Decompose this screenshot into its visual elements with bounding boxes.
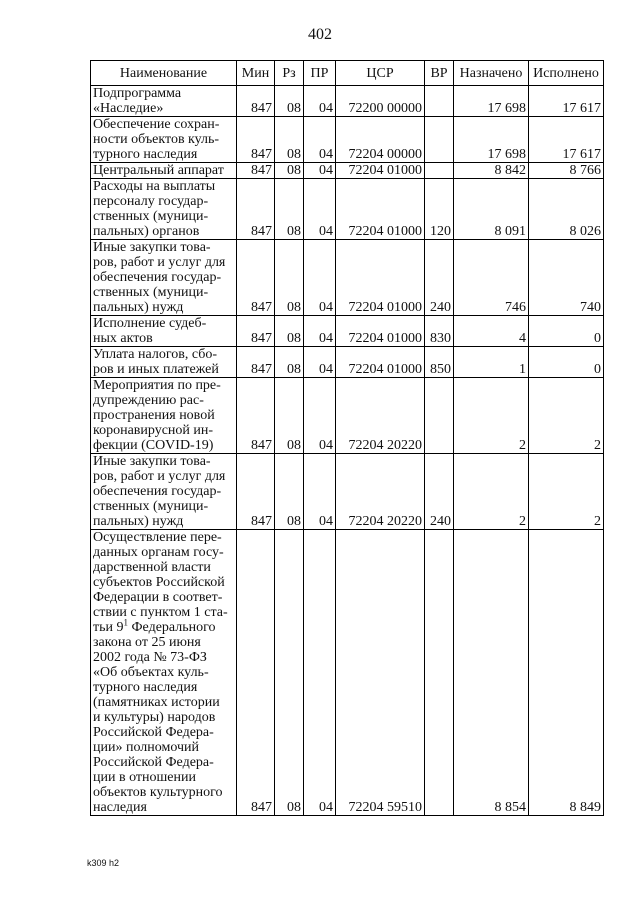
table-header-row <box>91 61 604 86</box>
row-csr: 72204 20220 <box>336 454 425 530</box>
row-min: 847 <box>237 163 275 179</box>
row-name-line: коронавирусной ин- <box>93 423 214 438</box>
row-name-line: ных актов <box>93 331 153 346</box>
row-rz: 08 <box>275 530 304 816</box>
page-number: 402 <box>308 26 332 43</box>
table-row <box>91 530 604 816</box>
row-min: 847 <box>237 86 275 117</box>
row-name-line: турного наследия <box>93 147 198 162</box>
row-vr: 850 <box>425 347 454 378</box>
row-name-line: Осуществление пере- <box>93 530 222 545</box>
row-vr <box>425 86 454 117</box>
row-name <box>91 117 237 163</box>
row-name-line: данных органам госу- <box>93 545 224 560</box>
table-row <box>91 347 604 378</box>
row-name-line: ственных (муници- <box>93 285 209 300</box>
row-vr <box>425 530 454 816</box>
row-name-line: Иные закупки това- <box>93 240 211 255</box>
row-name <box>91 179 237 240</box>
row-name-line: обеспечения государ- <box>93 484 222 499</box>
row-name-line: наследия <box>93 800 147 815</box>
row-vr: 120 <box>425 179 454 240</box>
row-vr: 830 <box>425 316 454 347</box>
row-name-line: фекции (COVID-19) <box>93 438 214 453</box>
row-csr: 72204 01000 <box>336 240 425 316</box>
row-rz: 08 <box>275 347 304 378</box>
table-row <box>91 240 604 316</box>
row-vr <box>425 117 454 163</box>
row-name-line: ров и иных платежей <box>93 362 219 377</box>
table-body <box>91 86 604 816</box>
row-vr: 240 <box>425 454 454 530</box>
row-name-line: персоналу государ- <box>93 194 209 209</box>
row-assigned: 17 698 <box>454 86 529 117</box>
row-name-line: Российской Федера- <box>93 755 214 770</box>
header-vr: ВР <box>425 61 454 86</box>
row-name <box>91 163 237 179</box>
row-name-line: Российской Федера- <box>93 725 214 740</box>
row-executed: 0 <box>529 316 604 347</box>
row-assigned: 4 <box>454 316 529 347</box>
row-name-line: пространения новой <box>93 408 215 423</box>
row-pr: 04 <box>304 530 336 816</box>
row-pr: 04 <box>304 117 336 163</box>
row-executed: 8 849 <box>529 530 604 816</box>
row-min: 847 <box>237 117 275 163</box>
row-rz: 08 <box>275 86 304 117</box>
row-name-line: дупреждению рас- <box>93 393 204 408</box>
row-min: 847 <box>237 179 275 240</box>
row-vr <box>425 163 454 179</box>
row-executed: 17 617 <box>529 86 604 117</box>
row-rz: 08 <box>275 316 304 347</box>
table-row <box>91 179 604 240</box>
header-pr: ПР <box>304 61 336 86</box>
row-min: 847 <box>237 316 275 347</box>
row-vr: 240 <box>425 240 454 316</box>
row-name-line: тьи $9^1$ Федерального <box>93 617 216 635</box>
row-executed: 740 <box>529 240 604 316</box>
row-assigned: 8 091 <box>454 179 529 240</box>
row-name-line: Обеспечение сохран- <box>93 117 220 132</box>
row-min: 847 <box>237 240 275 316</box>
row-assigned: 2 <box>454 378 529 454</box>
header-rz: Рз <box>275 61 304 86</box>
row-name-line: обеспечения государ- <box>93 270 222 285</box>
row-name-line: Мероприятия по пре- <box>93 378 221 393</box>
row-pr: 04 <box>304 179 336 240</box>
row-name <box>91 240 237 316</box>
row-rz: 08 <box>275 240 304 316</box>
row-name-line: Центральный аппарат <box>93 163 224 178</box>
row-min: 847 <box>237 454 275 530</box>
row-csr: 72204 01000 <box>336 163 425 179</box>
row-executed: 8 766 <box>529 163 604 179</box>
row-min: 847 <box>237 347 275 378</box>
row-csr: 72204 59510 <box>336 530 425 816</box>
row-csr: 72200 00000 <box>336 86 425 117</box>
row-rz: 08 <box>275 163 304 179</box>
row-assigned: 1 <box>454 347 529 378</box>
row-name-line: объектов культурного <box>93 785 223 800</box>
row-assigned: 2 <box>454 454 529 530</box>
row-name-line: ственных (муници- <box>93 499 209 514</box>
row-name-line: «Наследие» <box>93 101 164 116</box>
row-name-line: ров, работ и услуг для <box>93 469 226 484</box>
row-pr: 04 <box>304 316 336 347</box>
row-csr: 72204 01000 <box>336 347 425 378</box>
row-min: 847 <box>237 530 275 816</box>
row-name-line: ности объектов куль- <box>93 132 220 147</box>
table-row <box>91 316 604 347</box>
row-pr: 04 <box>304 240 336 316</box>
row-name-line: (памятниках истории <box>93 695 220 710</box>
row-name-line: дарственной власти <box>93 560 211 575</box>
header-assigned: Назначено <box>454 61 529 86</box>
header-executed: Исполнено <box>529 61 604 86</box>
row-rz: 08 <box>275 117 304 163</box>
row-name <box>91 454 237 530</box>
row-name-line: ции в отношении <box>93 770 196 785</box>
table-row <box>91 117 604 163</box>
row-assigned: 746 <box>454 240 529 316</box>
row-pr: 04 <box>304 347 336 378</box>
row-name <box>91 378 237 454</box>
row-pr: 04 <box>304 163 336 179</box>
row-executed: 8 026 <box>529 179 604 240</box>
row-name-line: пальных) органов <box>93 224 200 239</box>
table-row <box>91 163 604 179</box>
table-row <box>91 86 604 117</box>
row-name <box>91 86 237 117</box>
row-vr <box>425 378 454 454</box>
row-name <box>91 347 237 378</box>
row-executed: 0 <box>529 347 604 378</box>
row-name-line: ции» полномочий <box>93 740 200 755</box>
header-csr: ЦСР <box>336 61 425 86</box>
row-name-line: субъектов Российской <box>93 575 225 590</box>
row-name-line: турного наследия <box>93 680 198 695</box>
row-rz: 08 <box>275 179 304 240</box>
table-row <box>91 454 604 530</box>
row-name-line: пальных) нужд <box>93 514 184 529</box>
row-name-line: 2002 года № 73-ФЗ <box>93 650 207 665</box>
row-executed: 2 <box>529 454 604 530</box>
row-executed: 17 617 <box>529 117 604 163</box>
row-name-line: Иные закупки това- <box>93 454 211 469</box>
row-name-line: Федерации в соответ- <box>93 590 223 605</box>
row-csr: 72204 00000 <box>336 117 425 163</box>
row-executed: 2 <box>529 378 604 454</box>
row-csr: 72204 01000 <box>336 179 425 240</box>
row-name-line: и культуры) народов <box>93 710 216 725</box>
row-min: 847 <box>237 378 275 454</box>
row-name-line: Расходы на выплаты <box>93 179 216 194</box>
row-csr: 72204 20220 <box>336 378 425 454</box>
row-name-line: Уплата налогов, сбо- <box>93 347 218 362</box>
row-pr: 04 <box>304 378 336 454</box>
row-assigned: 8 854 <box>454 530 529 816</box>
row-rz: 08 <box>275 454 304 530</box>
row-name-line: закона от 25 июня <box>93 635 201 650</box>
row-name-line: ствии с пунктом 1 ста- <box>93 605 228 620</box>
header-name: Наименование <box>91 61 237 86</box>
row-name <box>91 316 237 347</box>
row-name <box>91 530 237 816</box>
row-name-line: пальных) нужд <box>93 300 184 315</box>
row-assigned: 17 698 <box>454 117 529 163</box>
row-pr: 04 <box>304 86 336 117</box>
row-name-line: ров, работ и услуг для <box>93 255 226 270</box>
header-min: Мин <box>237 61 275 86</box>
row-assigned: 8 842 <box>454 163 529 179</box>
row-name-line: «Об объектах куль- <box>93 665 209 680</box>
row-name-line: ственных (муници- <box>93 209 209 224</box>
row-name-line: Подпрограмма <box>93 86 182 101</box>
row-rz: 08 <box>275 378 304 454</box>
table-row <box>91 378 604 454</box>
row-csr: 72204 01000 <box>336 316 425 347</box>
budget-table <box>90 60 604 816</box>
row-name-line: Исполнение судеб- <box>93 316 207 331</box>
footer-code: k309 h2 <box>87 858 120 868</box>
row-pr: 04 <box>304 454 336 530</box>
